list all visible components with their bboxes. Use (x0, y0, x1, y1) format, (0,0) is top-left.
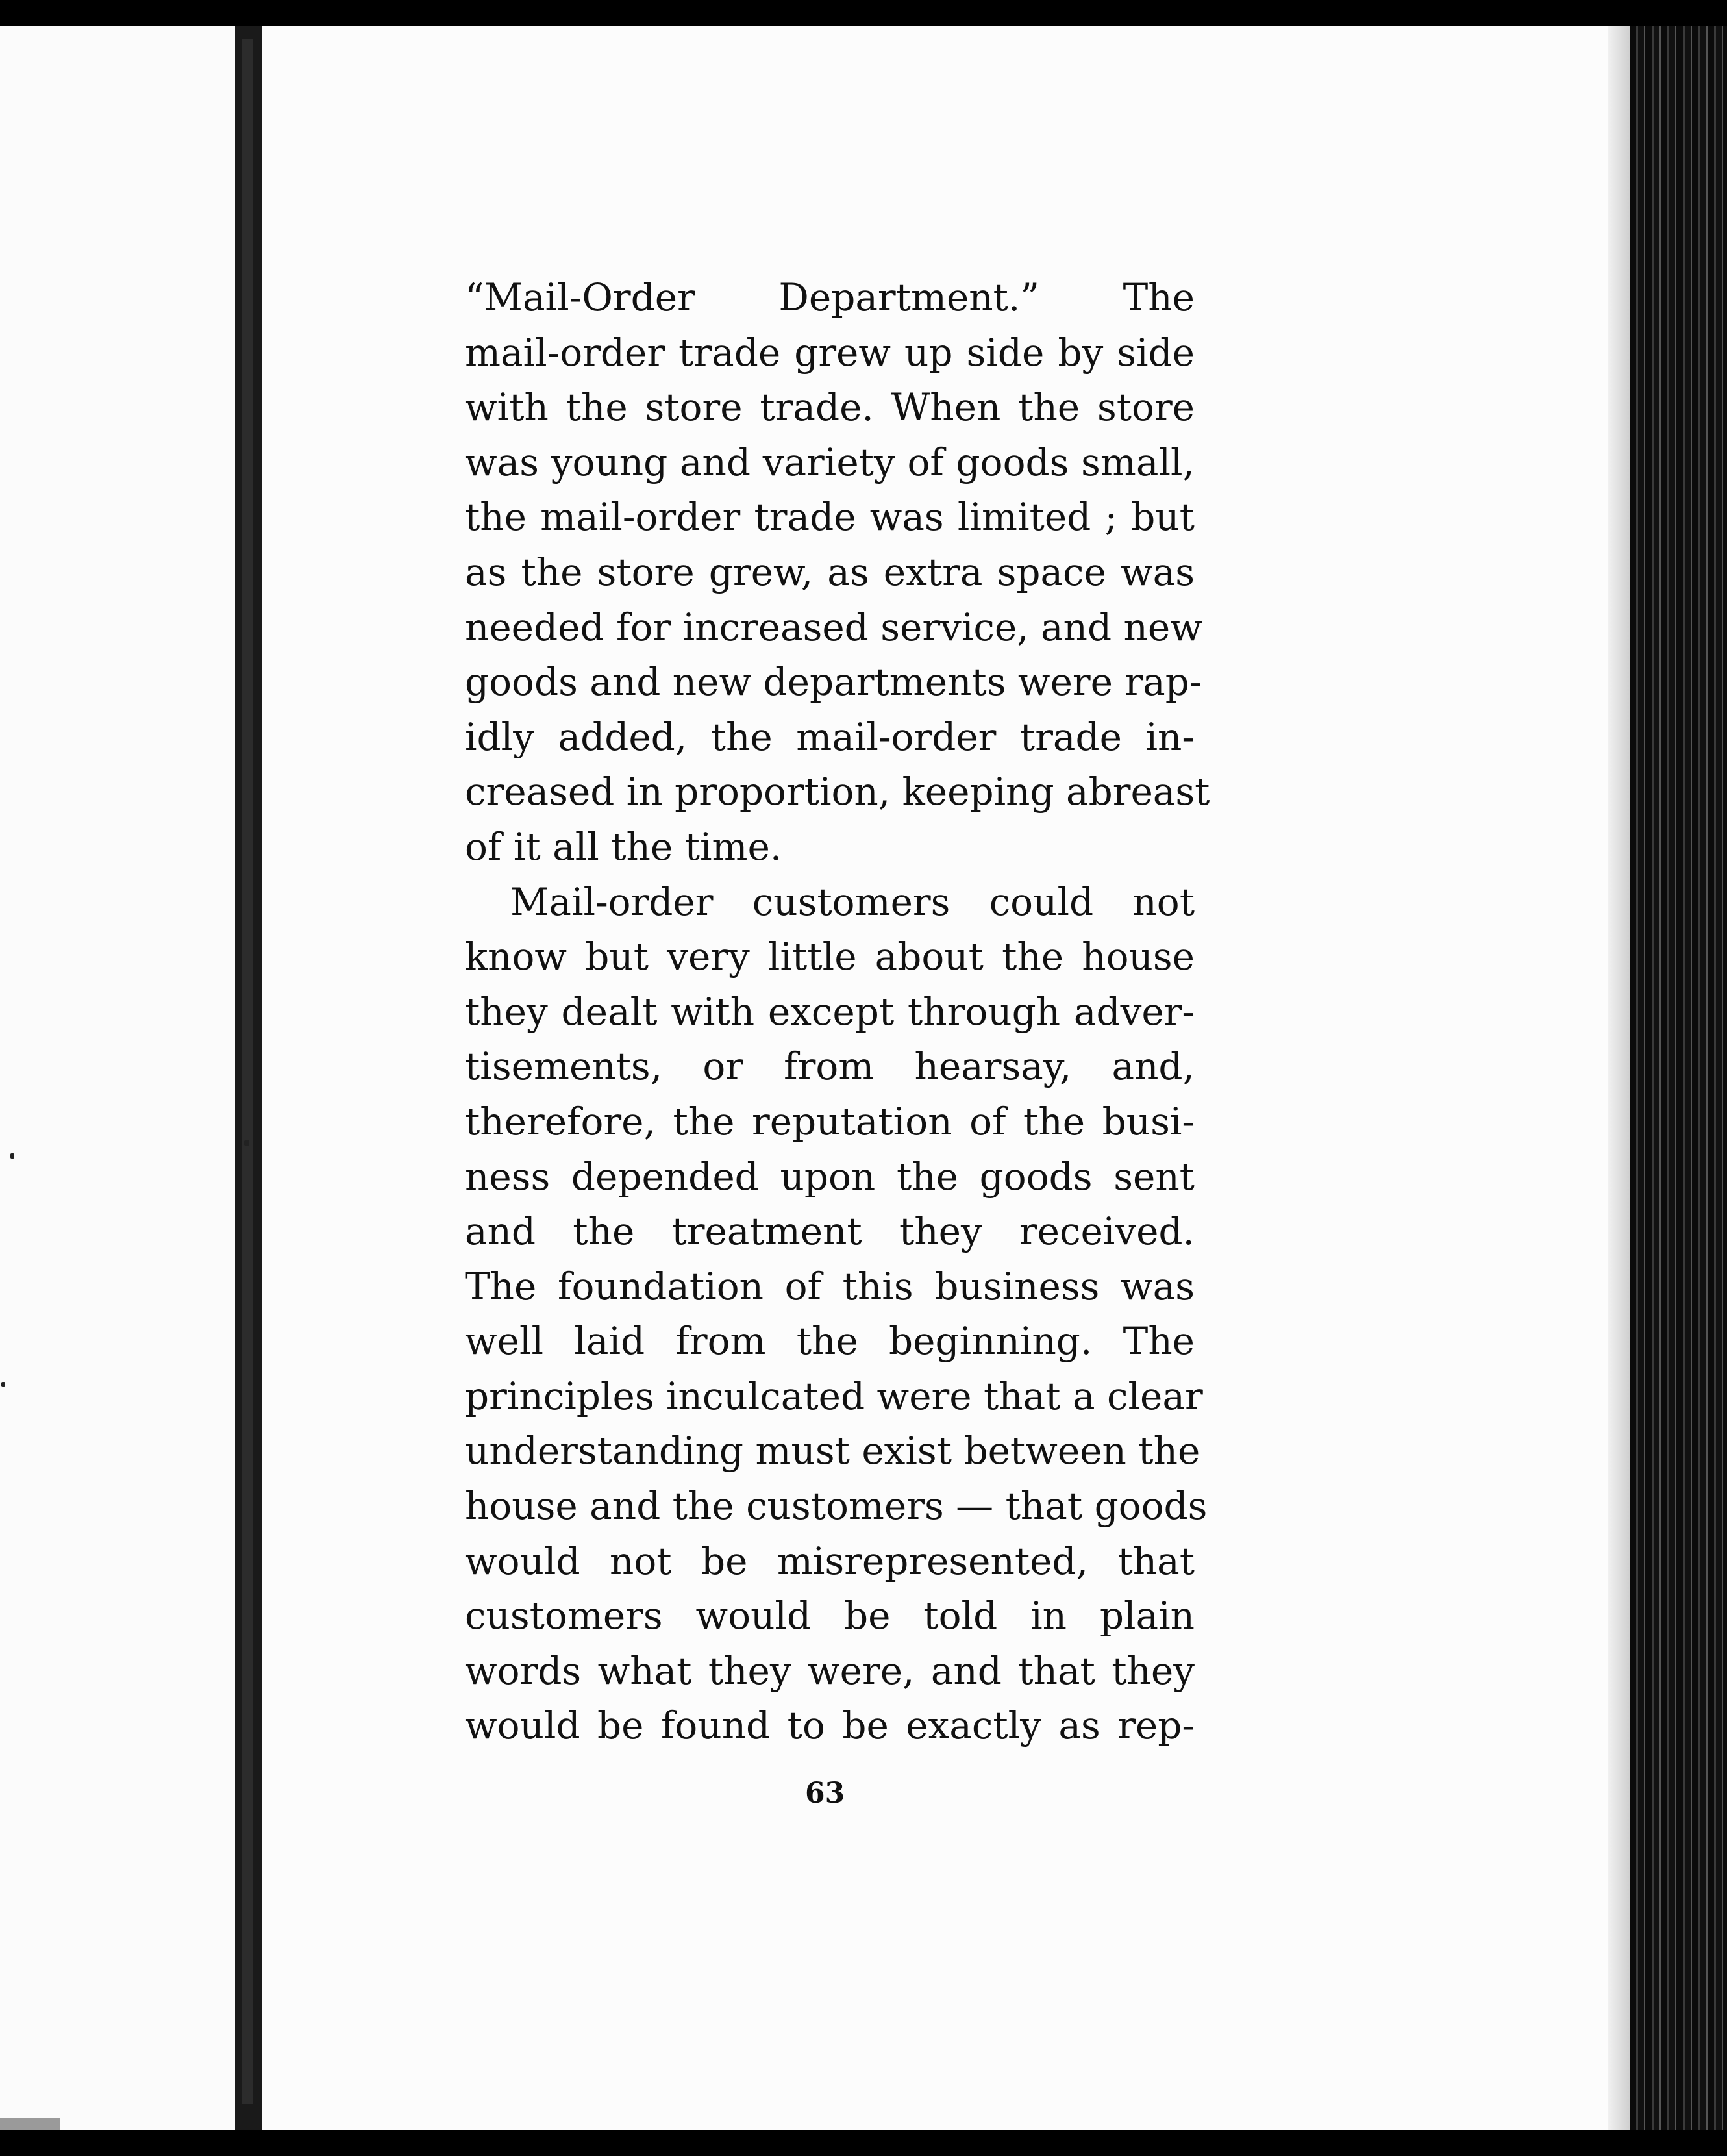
text-line: was young and variety of goods small, (465, 440, 1195, 484)
paragraph-2 (465, 875, 1208, 1754)
scan-speck (10, 1153, 14, 1159)
text-line: The foundation of this business was (465, 1264, 1195, 1309)
text-line: goods and new departments were rap- (465, 660, 1202, 705)
text-line: the mail-order trade was limited ; but (465, 495, 1195, 540)
text-line: “Mail-Order Department.” The (465, 275, 1195, 320)
text-line: with the store trade. When the store (465, 385, 1195, 430)
text-line: would not be misrepresented, that (465, 1538, 1195, 1583)
page-number: 63 (805, 1777, 845, 1810)
stacked-page-edges (1630, 26, 1727, 2130)
text-line: tisements, or from hearsay, and, (465, 1044, 1195, 1089)
text-line: they dealt with except through adver- (465, 989, 1195, 1034)
page-edge-shadow (1608, 26, 1630, 2130)
text-line: ness depended upon the goods sent (465, 1154, 1195, 1199)
text-line: would be found to be exactly as rep- (465, 1703, 1195, 1748)
book-gutter-inner (242, 39, 253, 2104)
text-line: therefore, the reputation of the busi- (465, 1099, 1195, 1144)
scan-border-mark (0, 2118, 60, 2130)
text-line: of it all the time. (465, 824, 782, 869)
text-line: understanding must exist between the (465, 1429, 1200, 1473)
text-line: needed for increased service, and new (465, 605, 1202, 649)
text-line: house and the customers — that goods (465, 1484, 1208, 1529)
text-line: know but very little about the house (465, 934, 1195, 979)
text-line: idly added, the mail-order trade in- (465, 714, 1195, 759)
text-line: well laid from the beginning. The (465, 1319, 1195, 1364)
text-line: words what they were, and that they (465, 1648, 1195, 1693)
text-line: and the treatment they received. (465, 1209, 1195, 1254)
text-line: customers would be told in plain (465, 1594, 1195, 1638)
text-line: mail-order trade grew up side by side (465, 330, 1195, 375)
paragraph-1 (465, 270, 1210, 875)
text-line: as the store grew, as extra space was (465, 549, 1195, 594)
text-line: creased in proportion, keeping abreast (465, 770, 1210, 814)
text-line: Mail-order customers could not (510, 879, 1195, 924)
scan-speck (1, 1382, 5, 1387)
left-facing-page (0, 26, 235, 2130)
body-text (465, 270, 1210, 1753)
text-line: principles inculcated were that a clear (465, 1373, 1203, 1418)
scan-speck (244, 1140, 249, 1146)
